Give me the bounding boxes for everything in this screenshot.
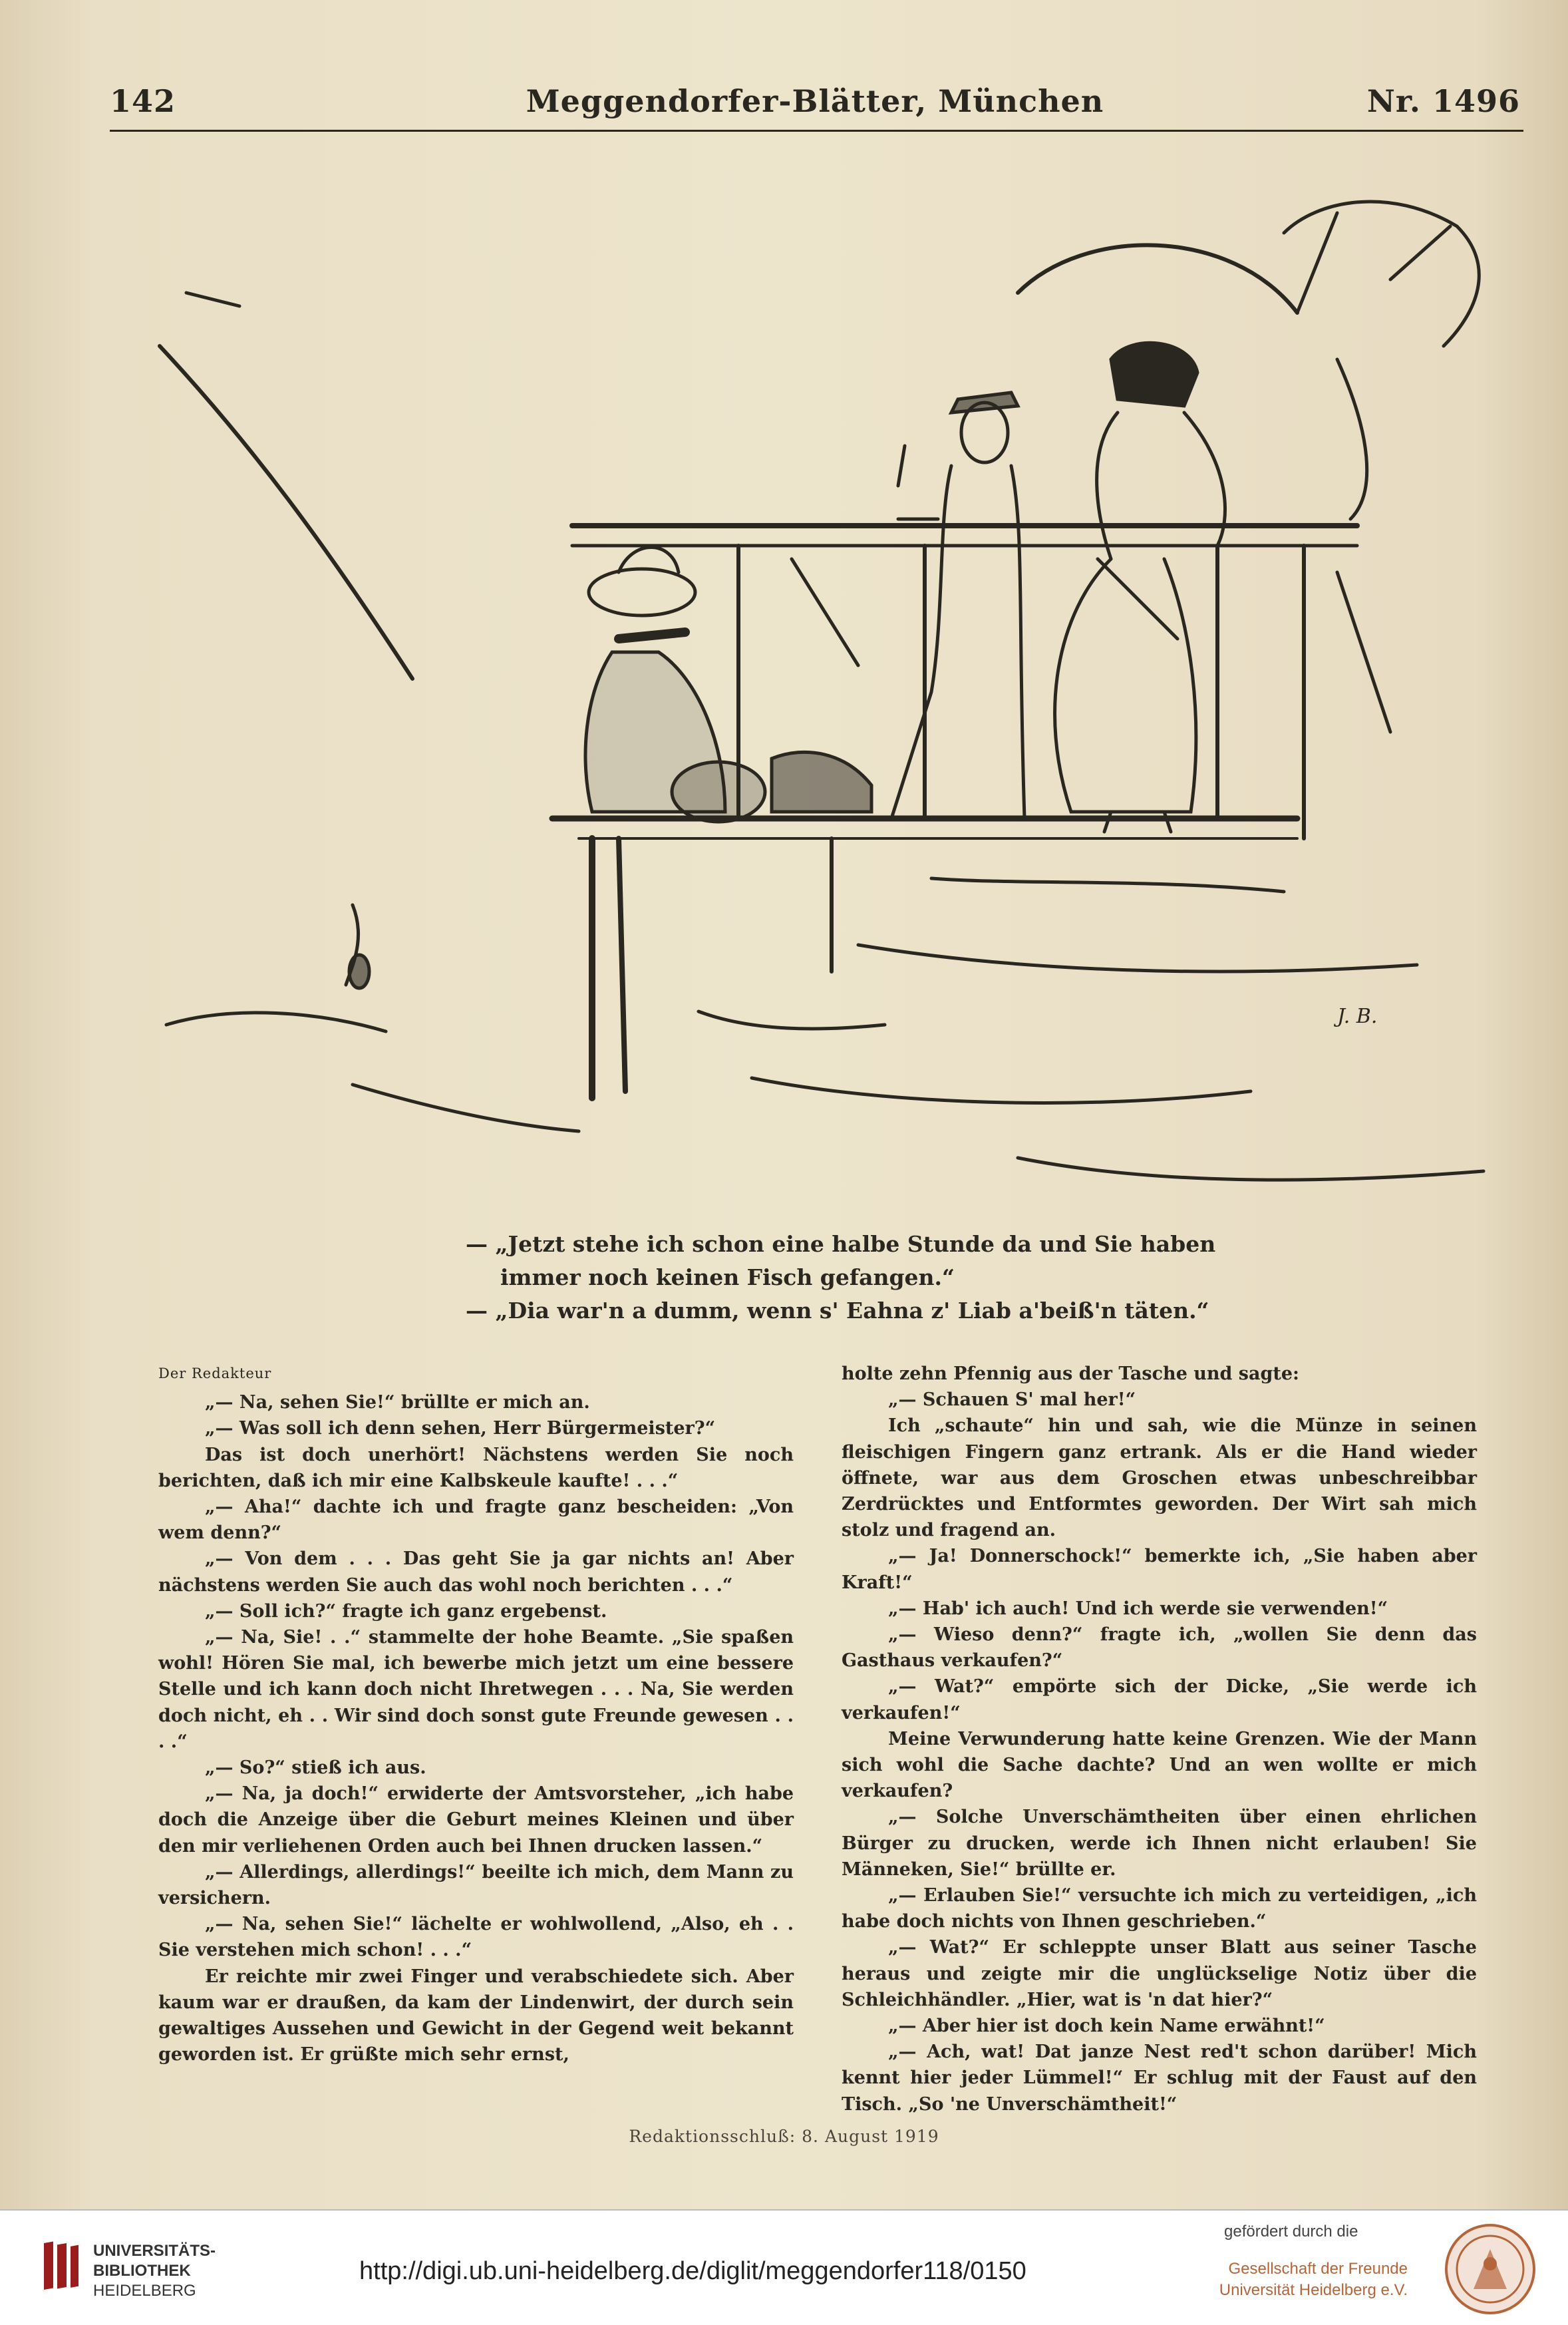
caption-line: — „Dia war'n a dumm, wenn s' Eahna z' Liab a'beiß'n täten.“ <box>466 1298 1209 1324</box>
paragraph: „— Aber hier ist doch kein Name erwähnt!“ <box>888 2016 1325 2037</box>
article-column-right <box>842 1361 1477 2117</box>
artist-signature: J. B. <box>1337 1005 1378 1028</box>
paragraph: „— Ja! Donnerschock!“ bemerkte ich, „Sie haben aber Kraft!“ <box>842 1546 1477 1593</box>
paragraph: „— Ach, wat! Dat janze Nest red't schon darüber! Mich kennt hier jeder Lümmel!“ Er schlug mit der Faust auf den Tisch. „So 'ne Unverschämtheit!“ <box>842 2042 1477 2115</box>
editorial-deadline: Redaktionsschluß: 8. August 1919 <box>629 2127 939 2146</box>
caption-line: — „Jetzt stehe ich schon eine halbe Stunde da und Sie haben <box>466 1231 1216 1257</box>
paragraph: „— Was soll ich denn sehen, Herr Bürgermeister?“ <box>205 1418 716 1439</box>
header-rule <box>110 130 1523 132</box>
university-seal-icon <box>1444 2223 1537 2316</box>
paragraph: „— Na, sehen Sie!“ lächelte er wohlwollend, „Also, eh . . Sie verstehen mich schon! . . .“ <box>158 1914 794 1961</box>
library-name-line: UNIVERSITÄTS- <box>93 2242 216 2260</box>
paragraph: „— Na, ja doch!“ erwiderte der Amtsvorsteher, „ich habe doch die Anzeige über die Geburt meines Kleinen und über den mir verliehenen Orden auch bei Ihnen drucken lassen.“ <box>158 1783 794 1857</box>
sponsor-name-line: Universität Heidelberg e.V. <box>1219 2281 1408 2299</box>
paragraph: „— Wieso denn?“ fragte ich, „wollen Sie denn das Gasthaus verkaufen?“ <box>842 1624 1477 1672</box>
library-name-line: HEIDELBERG <box>93 2282 196 2300</box>
article-column-left <box>158 1361 794 2067</box>
paragraph: „— Aha!“ dachte ich und fragte ganz bescheiden: „Von wem denn?“ <box>158 1497 794 1544</box>
sponsor-label: gefördert durch die <box>1224 2223 1358 2240</box>
paragraph: „— Allerdings, allerdings!“ beeilte ich mich, dem Mann zu versichern. <box>158 1861 794 1909</box>
page-number: 142 <box>110 83 176 119</box>
paragraph: „— Erlauben Sie!“ versuchte ich mich zu verteidigen, „ich habe doch nichts von Ihnen geschrieben.“ <box>842 1885 1477 1932</box>
digital-library-footer <box>0 2209 1568 2325</box>
paragraph: „— Na, sehen Sie!“ brüllte er mich an. <box>205 1392 590 1413</box>
paragraph: holte zehn Pfennig aus der Tasche und sagte: <box>842 1363 1299 1384</box>
paragraph: „— Schauen S' mal her!“ <box>888 1389 1136 1411</box>
paragraph: „— Na, Sie! . .“ stammelte der hohe Beamte. „Sie spaßen wohl! Hören Sie mal, ich bewerbe mich jetzt um eine bessere Stelle und ich kann doch nicht Ihretwegen . . . Na, Sie werden doch nicht, eh . . Wir sind doch sonst gute Freunde gewesen . . . .“ <box>158 1627 794 1752</box>
sponsor-name <box>1204 2258 1408 2301</box>
paragraph: „— Soll ich?“ fragte ich ganz ergebenst. <box>205 1600 607 1622</box>
running-head <box>110 77 1520 123</box>
paragraph: „— So?“ stieß ich aus. <box>205 1757 426 1779</box>
caption-line: immer noch keinen Fisch gefangen.“ <box>500 1264 955 1290</box>
paragraph: „— Hab' ich auch! Und ich werde sie verwenden!“ <box>888 1598 1388 1619</box>
pen-drawing-illustration <box>153 146 1530 1211</box>
university-library-logo-icon <box>40 2238 82 2296</box>
illustration-caption <box>466 1228 1464 1328</box>
paragraph: Das ist doch unerhört! Nächstens werden Sie noch berichten, daß ich mir eine Kalbskeule kaufte! . . .“ <box>158 1444 794 1491</box>
journal-title: Meggendorfer-Blätter, München <box>526 83 1104 119</box>
paragraph: Er reichte mir zwei Finger und verabschiedete sich. Aber kaum war er draußen, da kam der Lindenwirt, der durch sein gewaltiges Aussehen und Gewicht in der Gegend weit bekannt geworden ist. Er grüßte mich sehr ernst, <box>158 1966 794 2065</box>
paragraph: „— Von dem . . . Das geht Sie ja gar nichts an! Aber nächstens werden Sie auch das wohl noch berichten . . .“ <box>158 1548 794 1596</box>
article-byline: Der Redakteur <box>158 1365 272 1381</box>
library-name-line: BIBLIOTHEK <box>93 2262 191 2280</box>
paragraph: „— Wat?“ Er schleppte unser Blatt aus seiner Tasche heraus und zeigte mir die unglückselige Notiz über die Schleichhändler. „Hier, wat is 'n dat hier?“ <box>842 1937 1477 2010</box>
issue-number: Nr. 1496 <box>1366 83 1520 119</box>
paragraph: „— Wat?“ empörte sich der Dicke, „Sie werde ich verkaufen!“ <box>842 1676 1477 1723</box>
paragraph: „— Solche Unverschämtheiten über einen ehrlichen Bürger zu drucken, werde ich Ihnen nicht erlauben! Sie Männeken, Sie!“ brüllte er. <box>842 1807 1477 1880</box>
library-name <box>93 2241 216 2301</box>
paragraph: Meine Verwunderung hatte keine Grenzen. Wie der Mann sich wohl die Sache dachte? Und an wen wollte er mich verkaufen? <box>842 1728 1477 1802</box>
paragraph: Ich „schaute“ hin und sah, wie die Münze in seinen fleischigen Fingern ganz ertrank. Als er die Hand wieder öffnete, war aus dem Groschen etwas unbeschreibbar Zerdrücktes und Entformtes geworden. Der Wirt sah mich stolz und fragend an. <box>842 1415 1477 1541</box>
sponsor-name-line: Gesellschaft der Freunde <box>1228 2260 1408 2278</box>
permalink-url[interactable]: http://digi.ub.uni-heidelberg.de/diglit/meggendorfer118/0150 <box>359 2257 1026 2285</box>
